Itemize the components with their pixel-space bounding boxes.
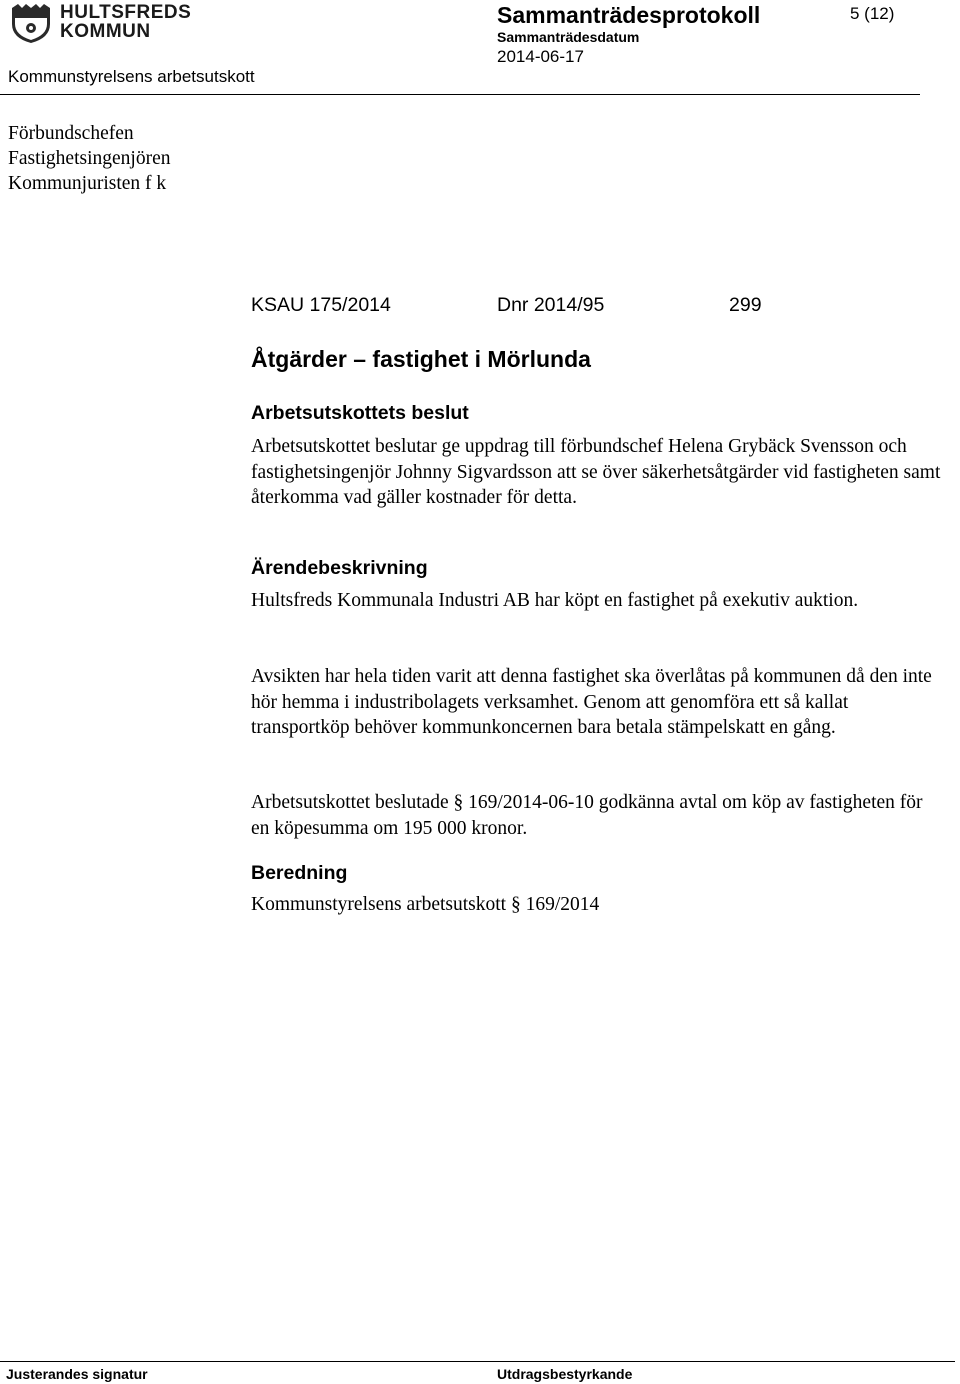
document-title: Sammanträdesprotokoll bbox=[497, 2, 761, 28]
description-paragraph-2: Avsikten har hela tiden varit att denna fastighet ska överlåtas på kommunen då den inte hör hemma i industribolagets verksamhet. Genom att genomföra ett så kallat transportköp behöver kommunkoncernen bara betala stämpelskatt en gång. bbox=[251, 666, 932, 738]
description-heading: Ärendebeskrivning bbox=[251, 557, 428, 579]
case-dnr: Dnr 2014/95 bbox=[497, 294, 605, 316]
recipient-item: Kommunjuristen f k bbox=[8, 173, 167, 194]
adjuster-signature-label: Justerandes signatur bbox=[6, 1366, 148, 1382]
meeting-date-value: 2014-06-17 bbox=[497, 47, 584, 66]
decision-heading: Arbetsutskottets beslut bbox=[251, 402, 469, 424]
decision-text: Arbetsutskottet beslutar ge uppdrag till förbundschef Helena Grybäck Svensson och fastighetsingenjör Johnny Sigvardsson att se över säkerhetsåtgärder vid fastigheten samt återkomma vad gäller kostnader för detta. bbox=[251, 436, 941, 508]
header-divider bbox=[0, 94, 920, 95]
preparation-heading: Beredning bbox=[251, 862, 348, 884]
description-paragraph-1: Hultsfreds Kommunala Industri AB har köpt en fastighet på exekutiv auktion. bbox=[251, 590, 859, 611]
preparation-text: Kommunstyrelsens arbetsutskott § 169/2014 bbox=[251, 894, 600, 915]
page-number: 5 (12) bbox=[850, 4, 895, 23]
recipient-list bbox=[8, 121, 408, 196]
case-number: 299 bbox=[729, 294, 762, 316]
coat-of-arms-icon bbox=[10, 2, 52, 44]
recipient-item: Förbundschefen bbox=[8, 123, 134, 144]
recipient-item: Fastighetsingenjören bbox=[8, 148, 171, 169]
description-paragraph-3: Arbetsutskottet beslutade § 169/2014-06-10 godkänna avtal om köp av fastigheten för en köpesumma om 195 000 kronor. bbox=[251, 792, 923, 839]
committee-name: Kommunstyrelsens arbetsutskott bbox=[8, 67, 255, 86]
logo-text-line1: HULTSFREDS bbox=[60, 2, 192, 23]
case-reference: KSAU 175/2014 bbox=[251, 294, 391, 316]
meeting-date-label: Sammanträdesdatum bbox=[497, 29, 640, 45]
municipality-logo bbox=[10, 2, 192, 44]
extract-certification-label: Utdragsbestyrkande bbox=[497, 1366, 633, 1382]
logo-text-line2: KOMMUN bbox=[60, 21, 151, 42]
footer-divider bbox=[0, 1361, 955, 1362]
case-title: Åtgärder – fastighet i Mörlunda bbox=[251, 346, 591, 372]
